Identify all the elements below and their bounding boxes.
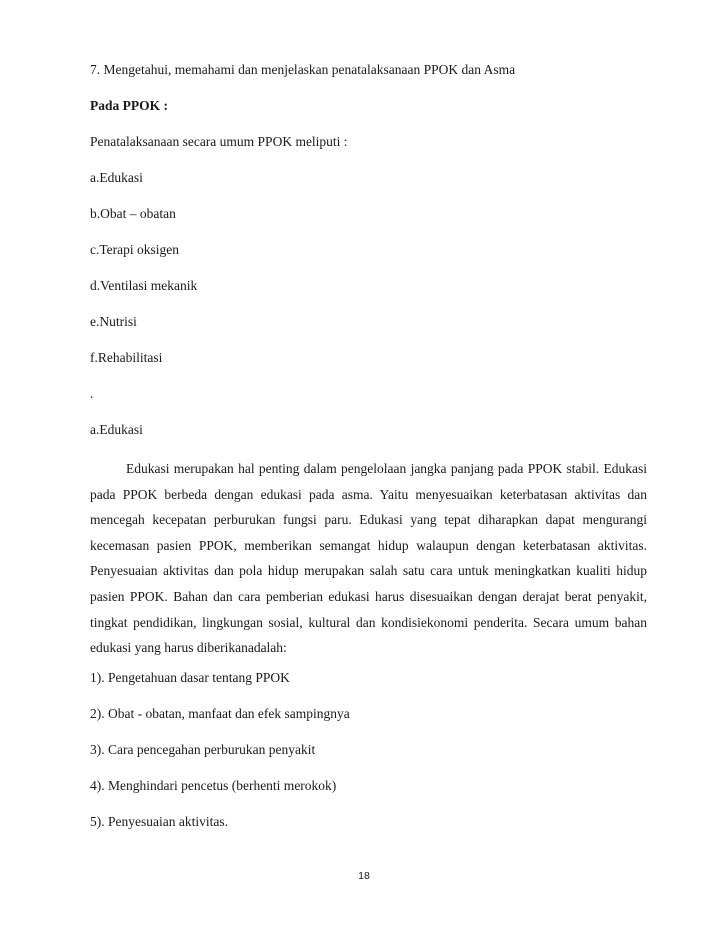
intro-text: Penatalaksanaan secara umum PPOK meliputi : — [90, 134, 348, 149]
list-item: d.Ventilasi mekanik — [90, 278, 198, 293]
list-item: 4). Menghindari pencetus (berhenti merokok) — [90, 778, 337, 793]
section-title: Pada PPOK : — [90, 98, 168, 113]
question-heading: 7. Mengetahui, memahami dan menjelaskan penatalaksanaan PPOK dan Asma — [90, 62, 516, 77]
list-item: 2). Obat - obatan, manfaat dan efek sampingnya — [90, 706, 350, 721]
list-item: a.Edukasi — [90, 170, 143, 185]
body-paragraph: Edukasi merupakan hal penting dalam pengelolaan jangka panjang pada PPOK stabil. Edukasi pada PPOK berbeda dengan edukasi pada asma. Yaitu menyesuaikan keterbatasan aktivitas dan mencegah kecepatan perburukan fungsi paru. Edukasi yang tepat diharapkan dapat mengurangi kecemasan pasien PPOK, memberikan semangat hidup walaupun dengan keterbatasan aktivitas. Penyesuaian aktivitas dan pola hidup merupakan salah satu cara untuk meningkatkan kualiti hidup pasien PPOK. Bahan dan cara pemberian edukasi harus disesuaikan dengan derajat berat penyakit, tingkat pendidikan, lingkungan sosial, kultural dan kondisiekonomi penderita. Secara umum bahan edukasi yang harus diberikanadalah: — [90, 461, 647, 656]
list-item: 3). Cara pencegahan perburukan penyakit — [90, 742, 316, 757]
list-item: c.Terapi oksigen — [90, 242, 180, 257]
list-item: 5). Penyesuaian aktivitas. — [90, 814, 228, 829]
dot-separator: . — [90, 386, 94, 401]
list-item: f.Rehabilitasi — [90, 350, 163, 365]
list-item: 1). Pengetahuan dasar tentang PPOK — [90, 670, 290, 685]
list-item: e.Nutrisi — [90, 314, 137, 329]
list-item: b.Obat – obatan — [90, 206, 176, 221]
subheading: a.Edukasi — [90, 422, 143, 437]
page-number: 18 — [358, 870, 370, 882]
